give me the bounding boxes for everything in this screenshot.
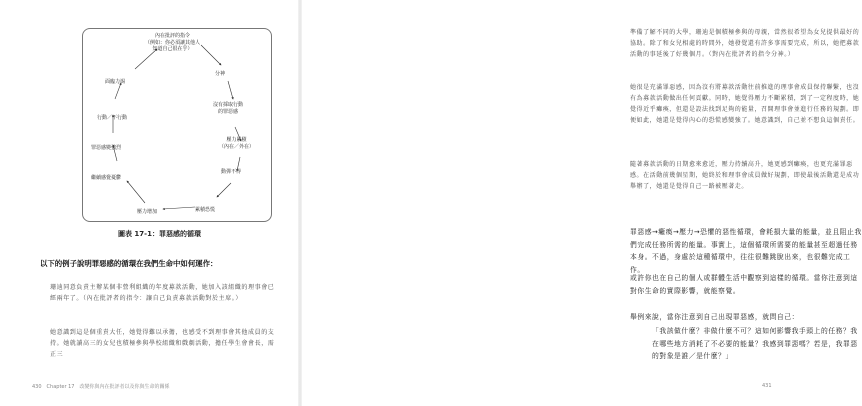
right-paragraph: 舉例來說，當你注意到自己出現罪惡感，就問自己：: [630, 313, 799, 321]
node-pressure-build: 壓力累積 （內在／外在）: [219, 137, 255, 150]
node-guilt-stronger: 罪惡感變強烈: [91, 145, 122, 151]
right-page: [300, 0, 862, 406]
right-paragraph: 隨著募款活動的日期愈來愈近，壓力持續高升，她更感到癱瘓，也更充滿罪惡感。在活動前幾個星期，她終於和理事會成員做好規劃，即使最後活動還是成功舉辦了，她還是覺得自己一路被壓著走。: [630, 161, 860, 190]
right-paragraph-quote: 「我該做什麼？非做什麼不可？這如何影響我手頭上的任務？我在哪些地方消耗了不必要的能量？我感到罪惡嗎？若是，我罪惡的對象是誰／是什麼？」: [652, 327, 858, 360]
node-inaction-guilt: 沒有採取行動 的罪惡感: [213, 102, 244, 115]
right-paragraph: 或許你也在自己的個人或群體生活中觀察到這樣的循環。當你注意到這對你生命的實際影響，就能察覺。: [630, 274, 858, 295]
node-distraction: 分神: [215, 71, 226, 77]
right-page-number: 431: [762, 383, 772, 389]
figure-caption: 圖表 17-1：罪惡感的循環: [118, 230, 201, 238]
cycle-arrows: [83, 29, 271, 221]
node-panic: 累積恐慌: [195, 207, 216, 213]
node-paralysis: 動彈不得: [221, 169, 242, 175]
node-depression: 繼續感覺憂鬱: [91, 175, 122, 181]
right-paragraph: 罪惡感→癱瘓→壓力→恐懼的惡性循環，會耗損大量的能量，並且阻止我們完成任務所需的能量。事實上，這個循環所需要的能量甚至超過任務本身。不過，身處於這種循環中，往往很難跳脫出來，也很難完成工作。: [630, 228, 862, 274]
left-page: [0, 0, 300, 406]
left-page-footer: 430 Chapter 17 改變你與內在批評者以及你與生命的關係: [32, 384, 170, 390]
section-heading: 以下的例子說明罪惡感的循環在我們生命中如何運作：: [40, 259, 218, 268]
node-pressure-increase: 壓力增加: [137, 209, 158, 215]
left-paragraph: 珊迪同意負責主辦某個非營利組織的年度募款活動，她加入該組織的理事會已經兩年了。（內在批評者的指令：讓自己負責募款活動對於主席。）: [50, 284, 275, 302]
node-exhaustion: 面臨力竭: [105, 79, 126, 85]
left-paragraph: 她意識到這是個重責大任，她覺得難以承擔，也感受不到理事會其他成員的支持。她就讀高三的女兒也積極參與學校組織和戲劇活動，擔任學生會會長，需正三: [50, 329, 275, 358]
right-paragraph: 她很是充滿罪惡感，因為沒有將募款活動往前推進的理事會成員保持聯繫，也沒有為募款活動做出任何貢獻。同時，她覺得壓力不斷累積，到了一定程度時，她覺得近乎癱瘓，但還是設法找到足夠的能量，召開理事會並進行任務的規劃。即便如此，她還是覺得內心的恐慌感變強了。她意識到，自己並不想負這個責任。: [630, 84, 860, 124]
node-action-inaction: 行動／不行動: [97, 115, 128, 121]
guilt-cycle-diagram: [82, 28, 272, 222]
right-paragraph: 準備了解不同的大學，珊迪是個積極參與的母親，當然很希望為女兒提供最好的協助。除了和女兒相處的時間外，她發覺還有許多事需要完成，所以，她把募款活動的事延後了好幾個月。（對內在批評者的指令分神。）: [630, 29, 860, 58]
node-inner-critic-directive: 內在批評的指令 （例如：你必須讓其他人 知道自己很在乎）: [145, 33, 201, 52]
